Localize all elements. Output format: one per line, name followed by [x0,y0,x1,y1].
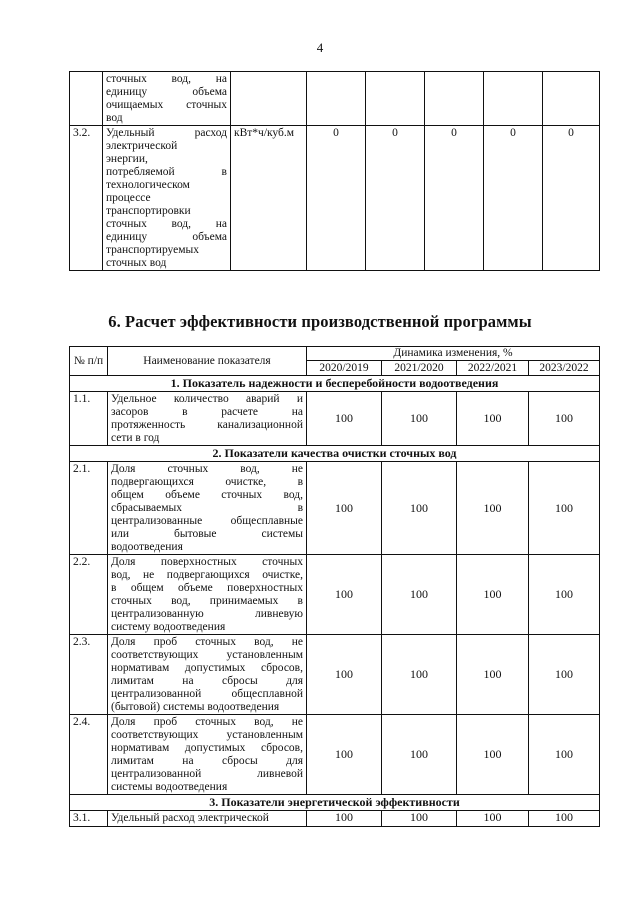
table-row [70,126,600,271]
value-cell: 0 [307,126,366,271]
indicator-name-line: сети в год [111,432,160,444]
value-cell: 100 [307,715,382,795]
indicator-name-line: процессе [106,192,151,204]
header-name: Наименование показателя [108,347,307,376]
row-number: 2.1. [70,462,108,555]
indicator-name-line: водоотведения [111,541,183,553]
value-cell: 0 [484,126,543,271]
value-cell: 100 [529,715,600,795]
section-row [70,376,600,392]
value-cell: 0 [543,126,600,271]
value-cell: 100 [529,811,600,827]
indicator-name-line: подвергающихся очистке, в [111,476,303,488]
indicator-name-line: вод [106,112,123,124]
indicator-name-line: нормативам допустимых сбросов, [111,662,303,674]
indicator-name-line: потребляемой в [106,166,227,178]
value-cell: 100 [307,462,382,555]
table-row [70,555,600,635]
section-title-cell: 1. Показатель надежности и бесперебойности водоотведения [70,376,600,392]
indicator-name [108,811,307,827]
header-year: 2023/2022 [529,361,600,376]
value-cell: 100 [382,392,457,446]
indicator-name [108,462,307,555]
row-number [70,72,103,126]
indicator-name-line: сточных вод, принимаемых в [111,595,303,607]
indicator-name-line: Доля сточных вод, не [111,463,303,475]
row-number: 2.2. [70,555,108,635]
indicator-name [108,392,307,446]
value-cell: 100 [307,635,382,715]
value-cell: 100 [307,392,382,446]
value-cell: 0 [366,126,425,271]
indicator-name-line: сточных вод, на [106,218,227,230]
section-row [70,795,600,811]
indicator-name-line: системы водоотведения [111,781,228,793]
value-cell: 100 [457,635,529,715]
row-number: 2.4. [70,715,108,795]
row-number: 3.2. [70,126,103,271]
indicator-name-line: в общем объеме поверхностных [111,582,303,594]
indicator-name [108,555,307,635]
value-cell: 100 [382,715,457,795]
indicator-name-line: нормативам допустимых сбросов, [111,742,303,754]
indicator-name-line: общем объеме сточных вод, [111,489,303,501]
table-row [70,392,600,446]
value-cell: 100 [382,635,457,715]
value-cell: 100 [457,462,529,555]
value-cell: 0 [425,126,484,271]
indicator-name-line: централизованную ливневую [111,608,303,620]
indicator-name-line: Удельный расход [106,127,227,139]
indicator-name-line: сточных вод, на [106,73,227,85]
value-cell: 100 [457,392,529,446]
table-row [70,72,600,126]
indicator-name-line: сбрасываемых в [111,502,303,514]
indicator-name-line: или бытовые системы [111,528,303,540]
value-cell: 100 [382,811,457,827]
indicator-name-line: энергии, [106,153,148,165]
header-dynamics: Динамика изменения, % [307,347,600,361]
page-number: 4 [316,40,324,55]
section-row [70,446,600,462]
indicator-name-line: транспортировки [106,205,191,217]
indicator-name [108,715,307,795]
header-year: 2022/2021 [457,361,529,376]
indicator-name-line: транспортируемых [106,244,200,256]
indicator-name [103,72,231,126]
value-cell: 100 [529,392,600,446]
unit-cell: кВт*ч/куб.м [231,126,307,271]
indicator-name-line: электрической [106,140,178,152]
indicator-name-line: единицу объема [106,231,227,243]
indicator-name [103,126,231,271]
indicator-name-line: протяженность канализационной [111,419,303,431]
continuation-table [69,71,600,271]
efficiency-table [69,346,600,827]
indicator-name-line: лимитам на сбросы для [111,755,303,767]
indicator-name-line: сточных вод [106,257,167,269]
value-cell: 100 [529,462,600,555]
value-cell: 100 [457,715,529,795]
indicator-name-line: вод, не подвергающихся очистке, [111,569,303,581]
indicator-name-line: Удельный расход электрической [111,812,269,824]
indicator-name [108,635,307,715]
indicator-name-line: централизованной общесплавной [111,688,303,700]
table-row [70,811,600,827]
indicator-name-line: Доля поверхностных сточных [111,556,303,568]
section-title-cell: 2. Показатели качества очистки сточных вод [70,446,600,462]
indicator-name-line: соответствующих установленным [111,729,303,741]
table-row [70,462,600,555]
indicator-name-line: Удельное количество аварий и [111,393,303,405]
indicator-name-line: засоров в расчете на [111,406,303,418]
indicator-name-line: централизованной ливневой [111,768,303,780]
value-cell [484,72,543,126]
value-cell [425,72,484,126]
indicator-name-line: соответствующих установленным [111,649,303,661]
value-cell: 100 [382,555,457,635]
header-year: 2020/2019 [307,361,382,376]
indicator-name-line: (бытовой) системы водоотведения [111,701,280,713]
value-cell: 100 [457,555,529,635]
value-cell: 100 [457,811,529,827]
value-cell [366,72,425,126]
row-number: 3.1. [70,811,108,827]
section-title-cell: 3. Показатели энергетической эффективности [70,795,600,811]
table-row [70,635,600,715]
header-num: № п/п [70,347,108,376]
indicator-name-line: технологическом [106,179,190,191]
value-cell: 100 [529,635,600,715]
indicator-name-line: единицу объема [106,86,227,98]
indicator-name-line: централизованные общесплавные [111,515,303,527]
indicator-name-line: систему водоотведения [111,621,226,633]
unit-cell [231,72,307,126]
table-row [70,715,600,795]
value-cell: 100 [307,555,382,635]
indicator-name-line: Доля проб сточных вод, не [111,636,303,648]
value-cell: 100 [382,462,457,555]
indicator-name-line: очищаемых сточных [106,99,227,111]
section-title: 6. Расчет эффективности производственной программы [108,312,532,331]
indicator-name-line: лимитам на сбросы для [111,675,303,687]
indicator-name-line: Доля проб сточных вод, не [111,716,303,728]
value-cell [307,72,366,126]
value-cell: 100 [307,811,382,827]
header-year: 2021/2020 [382,361,457,376]
value-cell [543,72,600,126]
value-cell: 100 [529,555,600,635]
row-number: 1.1. [70,392,108,446]
row-number: 2.3. [70,635,108,715]
